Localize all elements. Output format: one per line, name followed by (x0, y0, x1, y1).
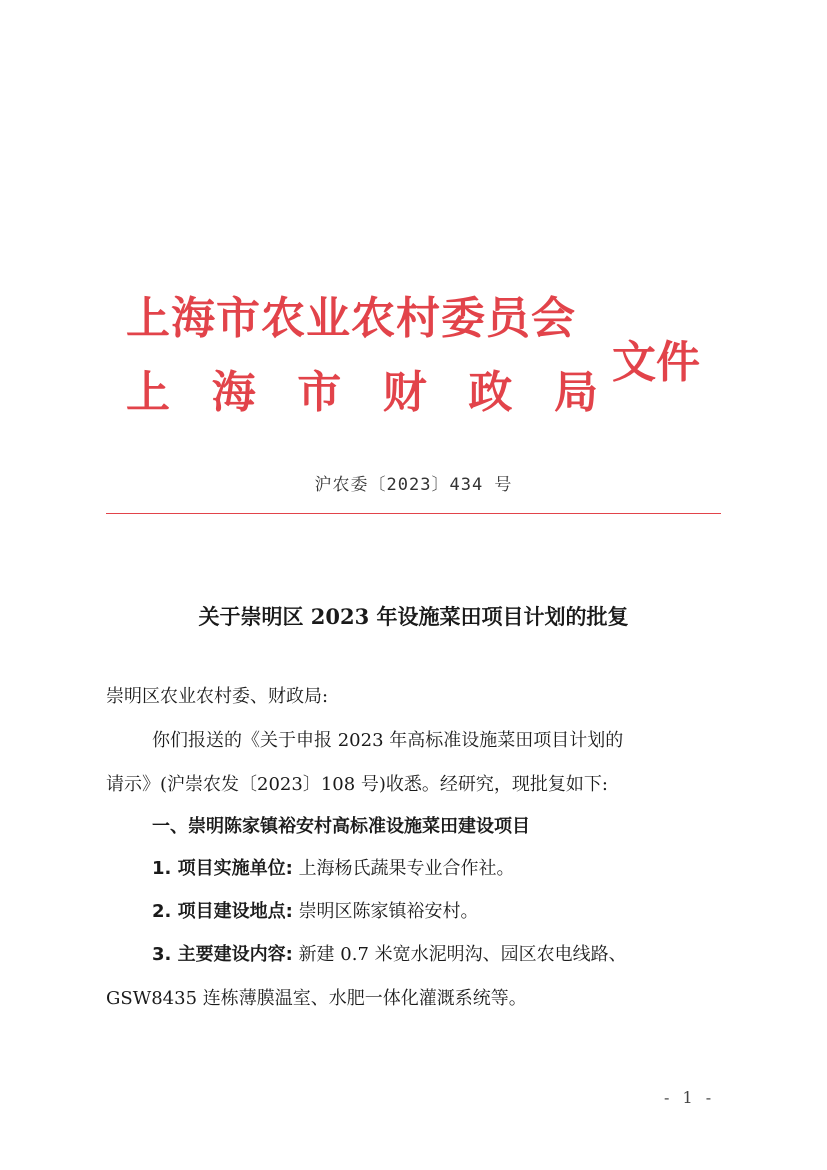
item-label: 3. 主要建设内容: (152, 944, 293, 965)
issuer-char: 市 (297, 367, 342, 418)
issuer-char: 财 (382, 367, 427, 418)
document-title: 关于崇明区 2023 年设施菜田项目计划的批复 (198, 604, 629, 629)
addressee: 崇明区农业农村委、财政局: (106, 686, 329, 707)
header-divider (106, 513, 721, 514)
document-type-label: 文件 (612, 337, 700, 388)
item-construction-content-continued: GSW8435 连栋薄膜温室、水肥一体化灌溉系统等。 (106, 988, 527, 1009)
item-value: 上海杨氏蔬果专业合作社。 (298, 858, 515, 879)
document-number: 沪农委〔2023〕434 号 (314, 475, 513, 495)
item-value: 崇明区陈家镇裕安村。 (298, 901, 479, 922)
page-number: - 1 - (664, 1088, 716, 1107)
intro-paragraph-line-2: 请示》(沪崇农发〔2023〕108 号)收悉。经研究，现批复如下: (106, 774, 608, 795)
item-value: 新建 0.7 米宽水泥明沟、园区农电线路、 (298, 944, 627, 965)
item-label: 2. 项目建设地点: (152, 901, 293, 922)
issuer-char: 局 (553, 367, 598, 418)
item-implementing-unit (152, 857, 515, 881)
intro-paragraph-line-1: 你们报送的《关于申报 2023 年高标准设施菜田项目计划的 (152, 730, 624, 751)
item-construction-site (152, 900, 479, 924)
issuer-char: 政 (468, 367, 513, 418)
item-construction-content (152, 943, 627, 967)
section-heading: 一、崇明陈家镇裕安村高标准设施菜田建设项目 (152, 816, 530, 837)
issuer-name-finance-bureau (126, 356, 598, 420)
item-label: 1. 项目实施单位: (152, 858, 293, 879)
issuer-name-agriculture-commission: 上海市农业农村委员会 (126, 293, 576, 344)
issuer-char: 海 (211, 367, 256, 418)
issuer-char: 上 (126, 367, 170, 418)
